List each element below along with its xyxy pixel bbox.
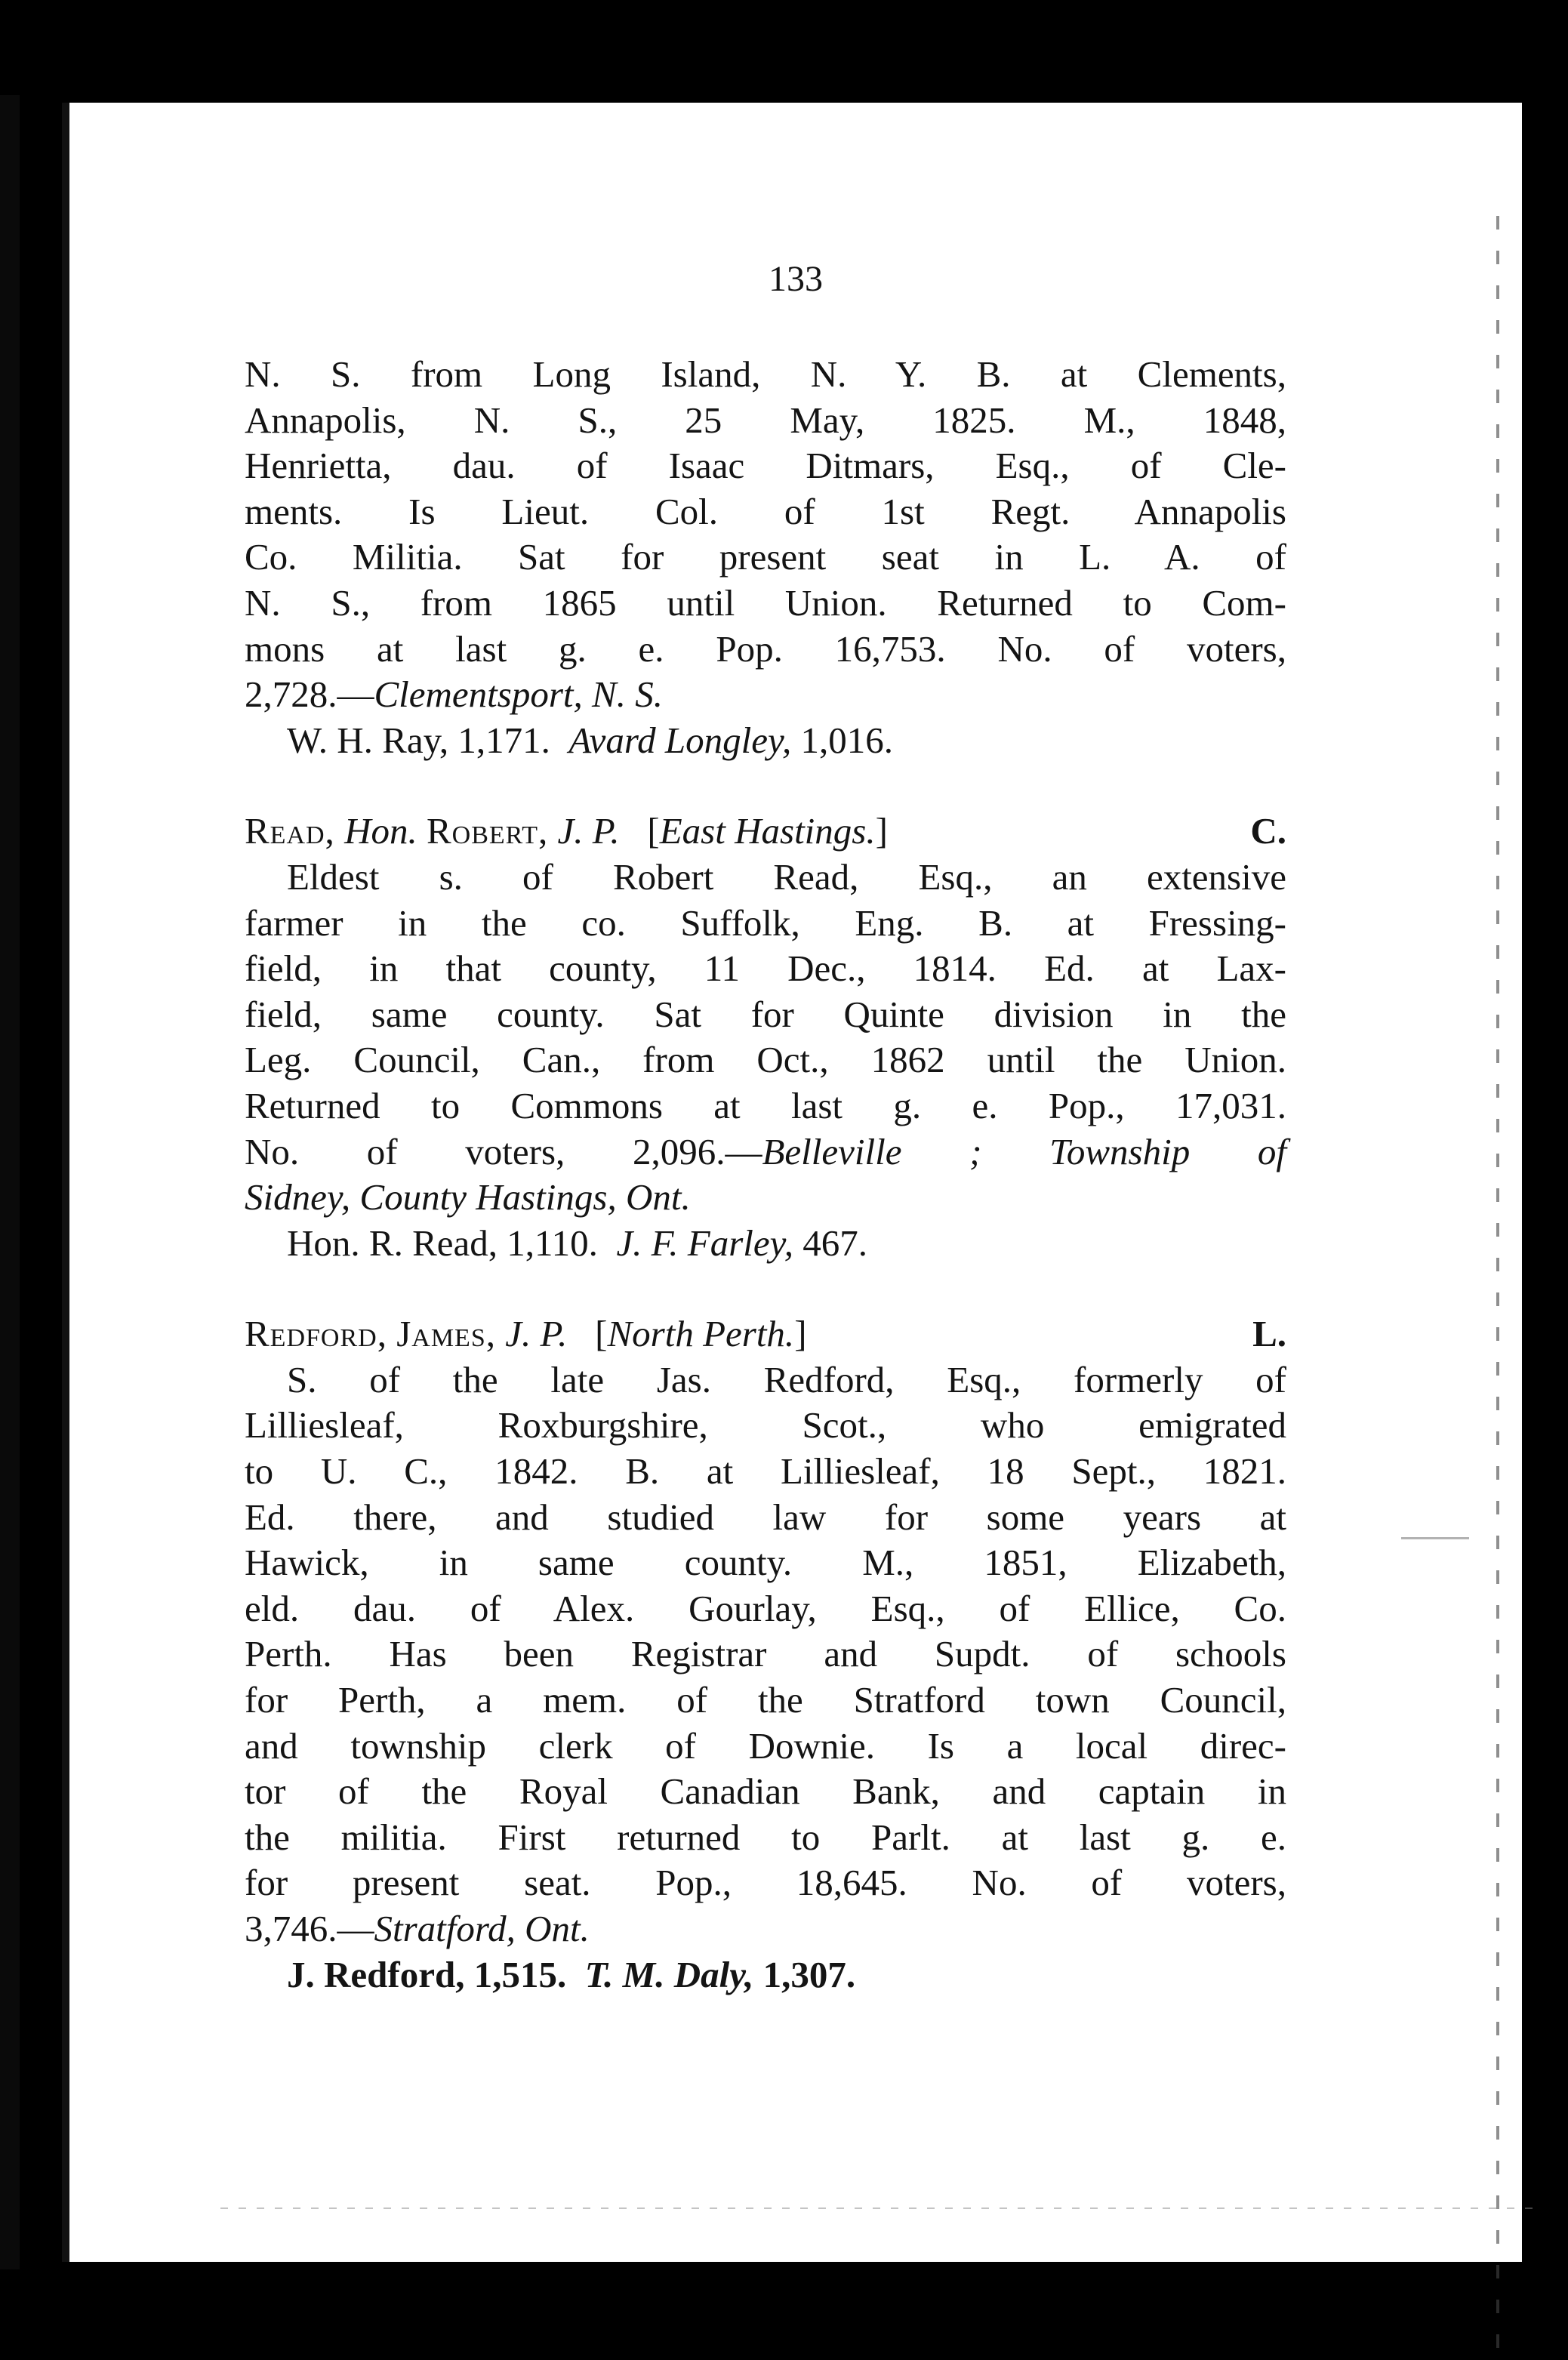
entry-surname: Redford, bbox=[245, 1313, 387, 1355]
loser-votes: 1,307. bbox=[753, 1953, 856, 1995]
text-line: to U. C., 1842. B. at Lilliesleaf, 18 Sept., 1821. bbox=[245, 1450, 1286, 1493]
entry-jp: J. P. bbox=[557, 810, 620, 852]
residence-line bbox=[245, 1129, 1286, 1175]
text-line: for Perth, a mem. of the Stratford town Council, bbox=[245, 1679, 1286, 1721]
page-number: 133 bbox=[769, 259, 823, 299]
text-line: for present seat. Pop., 18,645. No. of voters, bbox=[245, 1862, 1286, 1904]
loser-name: Avard Longley, bbox=[568, 719, 792, 761]
entry-header: Redford, James, J. P. [North Perth.] L. bbox=[245, 1311, 1286, 1357]
residence-place: Sidney, County Hastings, Ont. bbox=[245, 1176, 691, 1219]
entry-continuation bbox=[245, 352, 1286, 763]
entry-title: Hon. bbox=[344, 810, 417, 852]
text-line: the militia. First returned to Parlt. at last g. e. bbox=[245, 1816, 1286, 1858]
winner: Hon. R. Read, 1,110. bbox=[287, 1222, 598, 1264]
page-text bbox=[245, 352, 1286, 1998]
entry-riding: East Hastings. bbox=[659, 810, 876, 852]
entry-surname: Read, bbox=[245, 810, 335, 852]
text-line: Ed. there, and studied law for some years at bbox=[245, 1496, 1286, 1538]
text-line: Eldest s. of Robert Read, Esq., an extensive bbox=[287, 855, 1286, 898]
book-page bbox=[62, 103, 1522, 2262]
election-result bbox=[245, 718, 1286, 764]
residence-line bbox=[245, 1175, 1286, 1221]
text-line: Hawick, in same county. M., 1851, Elizabeth, bbox=[245, 1542, 1286, 1584]
text-line: mons at last g. e. Pop. 16,753. No. of voters, bbox=[245, 627, 1286, 670]
book-spine-shadow bbox=[0, 95, 20, 2269]
text-line: ments. Is Lieut. Col. of 1st Regt. Annapolis bbox=[245, 490, 1286, 532]
party-letter: L. bbox=[1252, 1313, 1286, 1355]
text-line: N. S., from 1865 until Union. Returned to Com- bbox=[245, 581, 1286, 624]
residence-line bbox=[245, 1906, 1286, 1952]
entry-forename: James, bbox=[396, 1313, 496, 1355]
winner: W. H. Ray, 1,171. bbox=[287, 719, 550, 761]
residence-prefix: No. of voters, 2,096.— bbox=[245, 1130, 762, 1172]
text-line: N. S. from Long Island, N. Y. B. at Clements, bbox=[245, 353, 1286, 395]
entry-jp: J. P. bbox=[505, 1313, 568, 1355]
text-line: and township clerk of Downie. Is a local direc- bbox=[245, 1724, 1286, 1767]
entry-redford bbox=[245, 1311, 1286, 1998]
loser-name: T. M. Daly, bbox=[584, 1953, 754, 1995]
loser-votes: 1,016. bbox=[791, 719, 894, 761]
text-line: Returned to Commons at last g. e. Pop., 17,031. bbox=[245, 1084, 1286, 1126]
residence-line bbox=[245, 672, 1286, 718]
residence-prefix: 2,728.— bbox=[245, 673, 374, 716]
text-line: S. of the late Jas. Redford, Esq., formerly of bbox=[287, 1358, 1286, 1400]
text-line: Co. Militia. Sat for present seat in L. A. of bbox=[245, 536, 1286, 578]
page-edge-mark bbox=[1401, 1537, 1469, 1539]
residence-place: Belleville ; bbox=[762, 1130, 982, 1172]
page-bottom-edge bbox=[220, 2207, 1534, 2209]
text-line: tor of the Royal Canadian Bank, and captain in bbox=[245, 1770, 1286, 1813]
winner: J. Redford, 1,515. bbox=[287, 1953, 567, 1995]
loser-name: J. F. Farley, bbox=[616, 1222, 793, 1264]
entry-header: Read, Hon. Robert, J. P. [East Hastings.] C. bbox=[245, 809, 1286, 855]
election-result bbox=[245, 1221, 1286, 1267]
page-edge-texture bbox=[1496, 216, 1499, 2360]
text-line: field, in that county, 11 Dec., 1814. Ed. at Lax- bbox=[245, 947, 1286, 990]
text-line: farmer in the co. Suffolk, Eng. B. at Fressing- bbox=[245, 901, 1286, 944]
election-result bbox=[245, 1952, 1286, 1998]
text-line: Henrietta, dau. of Isaac Ditmars, Esq., of Cle- bbox=[245, 445, 1286, 487]
entry-riding: North Perth. bbox=[607, 1313, 795, 1355]
residence-place: Clementsport, N. S. bbox=[374, 673, 663, 716]
residence-place: Township of bbox=[1049, 1130, 1287, 1172]
residence-prefix: 3,746.— bbox=[245, 1908, 374, 1949]
entry-read bbox=[245, 809, 1286, 1266]
text-line: Leg. Council, Can., from Oct., 1862 until the Union. bbox=[245, 1039, 1286, 1081]
entry-forename: Robert, bbox=[426, 810, 549, 852]
text-line: eld. dau. of Alex. Gourlay, Esq., of Ellice, Co. bbox=[245, 1587, 1286, 1629]
text-line: field, same county. Sat for Quinte division in the bbox=[245, 993, 1286, 1035]
text-line: Perth. Has been Registrar and Supdt. of schools bbox=[245, 1633, 1286, 1675]
text-line: Annapolis, N. S., 25 May, 1825. M., 1848, bbox=[245, 399, 1286, 441]
party-letter: C. bbox=[1250, 810, 1286, 852]
text-line: Lilliesleaf, Roxburgshire, Scot., who emigrated bbox=[245, 1404, 1286, 1447]
loser-votes: 467. bbox=[793, 1222, 867, 1264]
residence-place: Stratford, Ont. bbox=[374, 1908, 590, 1949]
